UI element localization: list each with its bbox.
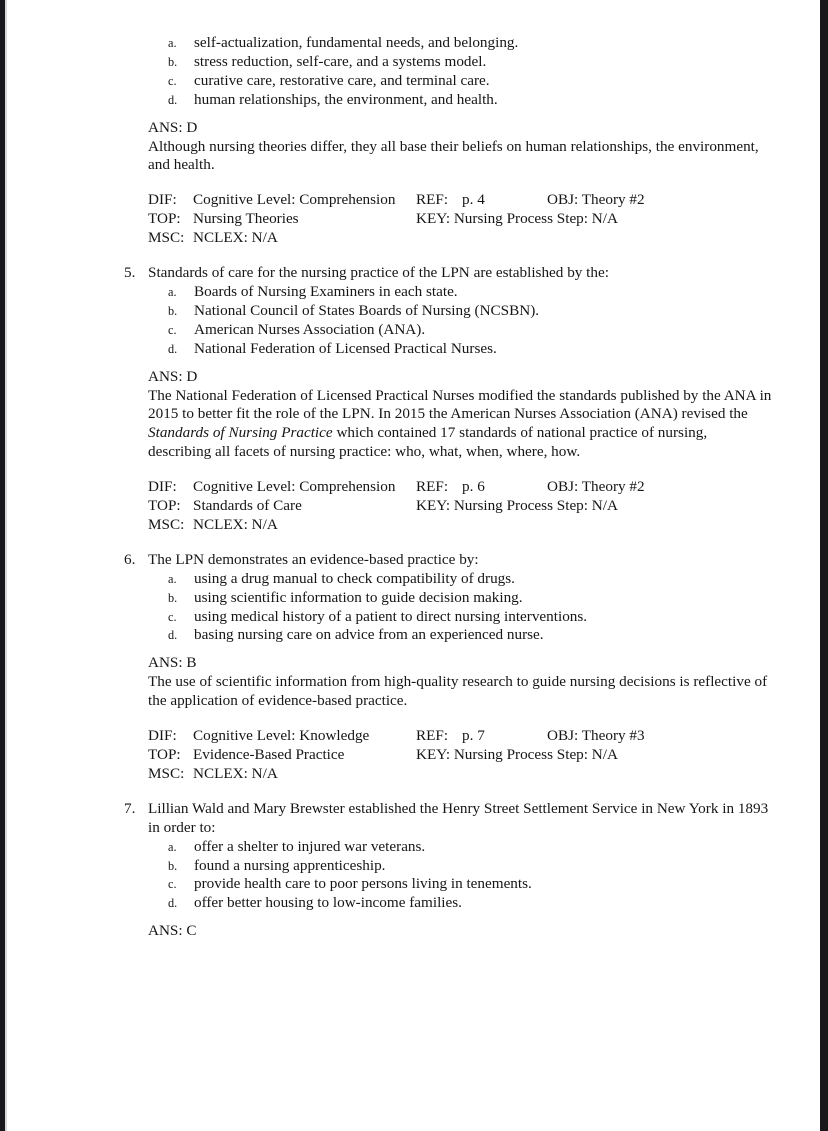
rationale-segment: which contained 17 standards of national practice of nursing, describing all facets of nursing practice: who, what, when, where, how. — [148, 424, 708, 461]
meta-msc-cell — [148, 229, 416, 248]
meta-msc-cell — [148, 765, 416, 784]
meta-value-msc: NCLEX: N/A — [193, 764, 278, 782]
options-list — [168, 283, 778, 359]
meta-label-top: TOP: — [148, 746, 181, 763]
answer-label: ANS: — [148, 654, 183, 672]
option-letter: a. — [168, 571, 177, 586]
answer-row — [148, 922, 778, 941]
meta-value-ref: p. 6 — [462, 478, 485, 496]
question-block — [124, 800, 778, 941]
option-letter: a. — [168, 36, 177, 50]
options-list — [168, 838, 778, 914]
meta-ref-cell — [416, 727, 547, 746]
meta-key-cell — [416, 210, 778, 229]
meta-value-msc: NCLEX: N/A — [193, 515, 278, 533]
option-text: stress reduction, self-care, and a systems model. — [194, 52, 487, 70]
option-row — [168, 875, 778, 894]
question-block — [124, 34, 778, 248]
option-letter: c. — [168, 609, 177, 624]
question-stem: Standards of care for the nursing practice of the LPN are established by the: — [148, 264, 609, 282]
option-text: using medical history of a patient to direct nursing interventions. — [194, 607, 588, 625]
rationale-text — [148, 673, 774, 711]
question-stem-row — [124, 551, 778, 570]
rationale-segment: The National Federation of Licensed Practical Nurses modified the standards published by the ANA in 2015 to better fit the role of the LPN. In 2015 the American Nurses Association (ANA) revised the — [148, 386, 772, 423]
option-text: offer better housing to low-income families. — [194, 894, 462, 912]
meta-label-ref: REF: — [416, 727, 449, 745]
meta-dif-cell — [148, 478, 416, 497]
option-letter: b. — [168, 590, 178, 605]
question-metadata — [148, 727, 778, 784]
rationale-italic-segment: Standards of Nursing Practice — [148, 424, 333, 442]
answer-label: ANS: — [148, 367, 183, 385]
option-row — [168, 626, 778, 645]
option-row — [168, 589, 778, 608]
meta-row — [148, 497, 778, 516]
option-row — [168, 302, 778, 321]
question-metadata — [148, 478, 778, 535]
meta-value-dif: Cognitive Level: Comprehension — [193, 191, 396, 209]
meta-label-key: KEY: — [416, 746, 451, 763]
option-row — [168, 321, 778, 340]
option-row — [168, 91, 778, 110]
option-row — [168, 34, 778, 53]
meta-key-cell — [416, 746, 778, 765]
option-text: found a nursing apprenticeship. — [194, 856, 386, 874]
meta-row — [148, 727, 778, 746]
option-text: using a drug manual to check compatibility of drugs. — [194, 569, 515, 587]
question-stem: The LPN demonstrates an evidence-based practice by: — [148, 550, 479, 568]
meta-label-obj: OBJ: — [547, 478, 579, 496]
meta-label-dif: DIF: — [148, 478, 177, 496]
option-text: Boards of Nursing Examiners in each state. — [194, 282, 458, 300]
option-text: American Nurses Association (ANA). — [194, 320, 426, 338]
meta-label-msc: MSC: — [148, 229, 185, 247]
meta-msc-cell — [148, 516, 416, 535]
options-list — [168, 570, 778, 646]
option-text: using scientific information to guide decision making. — [194, 588, 523, 606]
question-number: 7. — [124, 799, 136, 817]
meta-row — [148, 191, 778, 210]
meta-value-key: Nursing Process Step: N/A — [453, 497, 618, 515]
meta-label-key: KEY: — [416, 497, 451, 515]
option-text: human relationships, the environment, and health. — [194, 90, 498, 108]
meta-value-obj: Theory #2 — [581, 191, 645, 209]
option-row — [168, 857, 778, 876]
meta-value-ref: p. 7 — [462, 727, 485, 745]
meta-value-obj: Theory #3 — [581, 727, 645, 745]
meta-row — [148, 210, 778, 229]
meta-row — [148, 516, 778, 535]
option-text: provide health care to poor persons living in tenements. — [194, 875, 532, 893]
meta-row — [148, 229, 778, 248]
meta-obj-cell — [547, 727, 778, 746]
option-letter: d. — [168, 341, 178, 356]
question-number: 5. — [124, 264, 136, 282]
option-row — [168, 838, 778, 857]
meta-value-msc: NCLEX: N/A — [193, 229, 278, 247]
options-list — [168, 34, 778, 110]
rationale-segment: Although nursing theories differ, they all base their beliefs on human relationships, the environment, and health. — [148, 137, 759, 174]
option-letter: a. — [168, 284, 177, 299]
meta-value-top: Nursing Theories — [193, 210, 299, 228]
meta-value-ref: p. 4 — [462, 191, 485, 209]
option-letter: c. — [168, 322, 177, 337]
answer-row — [148, 119, 778, 138]
meta-ref-cell — [416, 191, 547, 210]
option-text: basing nursing care on advice from an experienced nurse. — [194, 626, 544, 644]
meta-label-ref: REF: — [416, 478, 449, 496]
meta-label-top: TOP: — [148, 210, 181, 228]
meta-top-cell — [148, 497, 416, 516]
question-block — [124, 264, 778, 535]
meta-label-ref: REF: — [416, 191, 449, 209]
option-letter: c. — [168, 877, 177, 892]
meta-top-cell — [148, 746, 416, 765]
option-row — [168, 53, 778, 72]
option-row — [168, 283, 778, 302]
meta-label-obj: OBJ: — [547, 191, 579, 209]
answer-value: D — [186, 367, 198, 385]
meta-label-dif: DIF: — [148, 191, 177, 209]
meta-label-msc: MSC: — [148, 764, 185, 782]
question-metadata — [148, 191, 778, 248]
answer-value: C — [186, 922, 197, 940]
answer-value: B — [186, 654, 197, 672]
meta-value-obj: Theory #2 — [581, 478, 645, 496]
question-stem-row — [124, 264, 778, 283]
meta-ref-cell — [416, 478, 547, 497]
answer-label: ANS: — [148, 118, 183, 136]
option-text: National Council of States Boards of Nursing (NCSBN). — [194, 301, 540, 319]
option-text: National Federation of Licensed Practical Nurses. — [194, 339, 497, 357]
meta-dif-cell — [148, 191, 416, 210]
meta-row — [148, 765, 778, 784]
option-letter: d. — [168, 628, 178, 643]
rationale-segment: The use of scientific information from high-quality research to guide nursing decisions is reflective of the application of evidence-based practice. — [148, 673, 768, 710]
option-row — [168, 340, 778, 359]
meta-value-dif: Cognitive Level: Comprehension — [193, 478, 396, 496]
meta-value-key: Nursing Process Step: N/A — [453, 746, 618, 763]
question-number: 6. — [124, 550, 136, 568]
option-row — [168, 894, 778, 913]
rationale-text — [148, 138, 774, 176]
option-text: self-actualization, fundamental needs, and belonging. — [194, 34, 519, 51]
meta-value-top: Evidence-Based Practice — [193, 746, 345, 763]
meta-label-obj: OBJ: — [547, 727, 579, 745]
meta-label-key: KEY: — [416, 210, 451, 228]
meta-value-key: Nursing Process Step: N/A — [453, 210, 618, 228]
question-block — [124, 551, 778, 784]
question-stem: Lillian Wald and Mary Brewster established the Henry Street Settlement Service in New York in 1893 in order to: — [148, 799, 769, 836]
meta-label-msc: MSC: — [148, 515, 185, 533]
meta-obj-cell — [547, 478, 778, 497]
option-letter: d. — [168, 92, 178, 107]
answer-row — [148, 654, 778, 673]
answer-label: ANS: — [148, 922, 183, 940]
answer-value: D — [186, 118, 198, 136]
meta-label-dif: DIF: — [148, 727, 177, 745]
meta-value-top: Standards of Care — [193, 497, 302, 515]
meta-value-dif: Cognitive Level: Knowledge — [193, 727, 370, 745]
option-letter: b. — [168, 54, 178, 69]
option-row — [168, 72, 778, 91]
option-letter: b. — [168, 303, 178, 318]
meta-label-top: TOP: — [148, 497, 181, 515]
option-row — [168, 608, 778, 627]
option-row — [168, 570, 778, 589]
question-stem-row — [124, 800, 778, 838]
meta-row — [148, 746, 778, 765]
meta-obj-cell — [547, 191, 778, 210]
option-text: offer a shelter to injured war veterans. — [194, 837, 426, 855]
option-letter: c. — [168, 73, 177, 88]
meta-key-cell — [416, 497, 778, 516]
answer-row — [148, 368, 778, 387]
meta-top-cell — [148, 210, 416, 229]
option-letter: b. — [168, 858, 178, 873]
option-letter: a. — [168, 839, 177, 854]
option-text: curative care, restorative care, and terminal care. — [194, 71, 490, 89]
rationale-text — [148, 387, 774, 463]
meta-row — [148, 478, 778, 497]
meta-dif-cell — [148, 727, 416, 746]
option-letter: d. — [168, 896, 178, 911]
